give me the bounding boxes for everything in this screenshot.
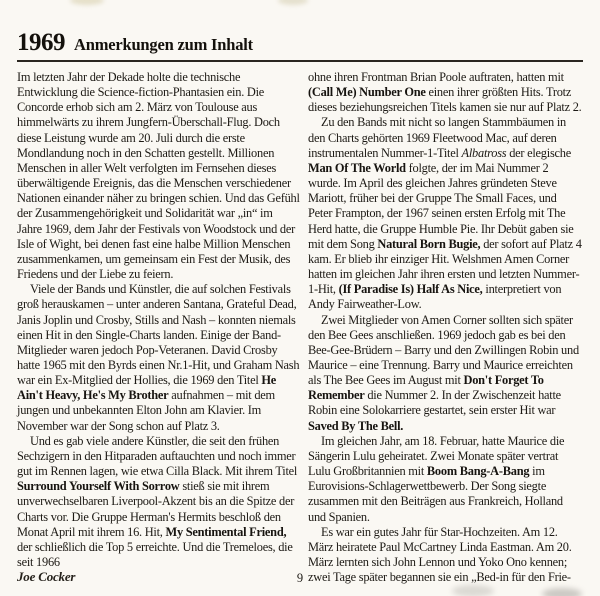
song-title-bold: He Ain't Heavy, He's My Brother (17, 373, 277, 403)
paragraph (17, 282, 300, 434)
text-run: der sofort auf Platz 4 kam. Er blieb ihr einziger Hit. Welshmen Amen Corner hatten im gleichen Jahr ihren ersten und letzten Nummer-1-Hit, (308, 236, 582, 297)
page-number: 9 (296, 571, 304, 585)
section-title: Anmerkungen zum Inhalt (74, 35, 253, 54)
text-run: Viele der Bands und Künstler, die auf solchen Festivals groß herauskamen – unter anderen Santana, Grateful Dead, Janis Joplin und Crosby, Stills and Nash – konnten niemals einen Hit in den Single-Charts landen. Einige der Band-Mitglieder waren jedoch Pop-Veteranen. David Crosby hatte 1965 mit den Byrds einen Nr.1-Hit, und Graham Nash war ein Ex-Mitglied der Hollies, die 1969 den Titel (17, 282, 300, 388)
text-run: der elegische (506, 145, 571, 160)
page-footer (0, 569, 600, 585)
song-title-bold: Natural Born Bugie, (377, 236, 481, 251)
text-run: stieß sie mit ihrem unverwechselbaren Liverpool-Akzent bis an die Spitze der Charts vor. Die Gruppe Herman's Hermits beschloß den Monat April mit ihrem 16. Hit, (17, 479, 295, 539)
text-run: Im gleichen Jahr, am 18. Februar, hatte Maurice die Sängerin Lulu geheiratet. Zwei Monate später vertrat Lulu Großbritannien mit (308, 433, 565, 479)
text-run: aufnahmen – mit dem jungen und unbekannten Elton John am Klavier. Im November war der Song schon auf Platz 3. (17, 388, 275, 433)
paragraph (308, 434, 583, 525)
text-run: die Nummer 2. In der Zwischenzeit hatte Robin eine Solokarriere gestartet, sein erster Hit war (308, 388, 561, 418)
album-title-italic: Albatross (461, 145, 507, 160)
song-title-bold: (If Paradise Is) Half As Nice, (338, 282, 483, 297)
year-heading: 1969 (17, 29, 65, 56)
song-title-bold: Boom Bang-A-Bang (426, 464, 530, 479)
song-title-bold: (Call Me) Number One (308, 85, 426, 100)
text-run: Und es gab viele andere Künstler, die seit den frühen Sechzigern in den Hitparaden auftauchten und noch immer gut im Rennen lagen, wie etwa Cilla Black. Mit ihrem Titel (17, 433, 298, 479)
text-run: interpretiert von Andy Fairweather-Low. (308, 282, 562, 312)
paragraph (308, 70, 583, 115)
page-content (17, 0, 583, 585)
paragraph (17, 434, 300, 570)
paragraph (308, 115, 583, 312)
artist-credit: Joe Cocker (17, 569, 76, 584)
song-title-bold: My Sentimental Friend, (165, 524, 287, 539)
paragraph (308, 313, 583, 434)
text-run: ohne ihren Frontman Brian Poole auftraten, hatten mit (308, 70, 564, 84)
scan-smudge (452, 585, 494, 596)
text-run: Es war ein gutes Jahr für Star-Hochzeiten. Am 12. März heiratete Paul McCartney Linda Eastman. Am 20. März lernten sich John Lennon und Yoko Ono kennen; zwei Tage später begannen sie ein „Bed-in für den Frie- (308, 524, 572, 585)
song-title-bold: Don't Forget To Remember (308, 373, 544, 403)
text-run: Zwei Mitglieder von Amen Corner sollten sich später den Bee Gees anschließen. 1969 jedoch gab es bei den Bee-Gee-Brüdern – Barry und den Zwillingen Robin und Maurice – eine Trennung. Barry und Maurice erreichten als The Bee Gees im August mit (308, 312, 579, 388)
text-run: folgte, der im Mai Nummer 2 wurde. Im April des gleichen Jahres gründeten Steve Mariott, früher bei der Gruppe The Small Faces, und Peter Frampton, der 1967 seinen ersten Erfolg mit The Herd hatte, die Gruppe Humble Pie. Ihr Debüt gaben sie mit dem Song (308, 160, 574, 251)
two-column-text (17, 70, 583, 585)
text-column-left (17, 70, 300, 585)
header-rule (17, 60, 583, 62)
text-column-right (308, 70, 583, 585)
song-title-bold: Saved By The Bell. (308, 418, 404, 433)
text-run: der schließlich die Top 5 erreichte. Und die Tremeloes, die seit 1966 (17, 539, 293, 569)
text-run: Im letzten Jahr der Dekade holte die technische Entwicklung die Science-fiction-Phantasien ein. Die Concorde erhob sich am 2. März von Toulouse aus himmelwärts zu ihrem Jungfern-Überschall-Flug. Doch diese Leistung wurde am 20. Juli durch die erste Mondlandung noch in den Schatten gestellt. Millionen Menschen in aller Welt verfolgten im Fernsehen dieses überwältigende Ereignis, das die Menschen verschiedener Nationen einander näher zu bringen schien. Und das Gefühl der Zusammengehörigkeit und Solidarität war „in“ im Jahre 1969, dem Jahr der Festivals von Woodstock und der Isle of Wight, bei denen fast eine halbe Million Menschen zusammenkamen, um gemeinsam ein Fest der Musik, des Friedens und der Liebe zu feiern. (17, 70, 300, 282)
paragraph (17, 70, 300, 282)
text-run: Zu den Bands mit nicht so langen Stammbäumen in den Charts gehörten 1969 Fleetwood Mac, auf deren instrumentalen Nummer-1-Titel (308, 115, 566, 160)
page-header (17, 30, 583, 55)
text-run: im Eurovisions-Schlagerwettbewerb. Der Song siegte zusammen mit den Beiträgen aus Frankreich, Holland und Spanien. (308, 464, 563, 524)
song-title-bold: Surround Yourself With Sorrow (17, 479, 180, 494)
scan-smudge (542, 588, 582, 596)
text-run: einen ihrer größten Hits. Trotz dieses beziehungsreichen Titels kamen sie nur auf Platz 2. (308, 85, 582, 115)
song-title-bold: Man Of The World (308, 160, 406, 175)
